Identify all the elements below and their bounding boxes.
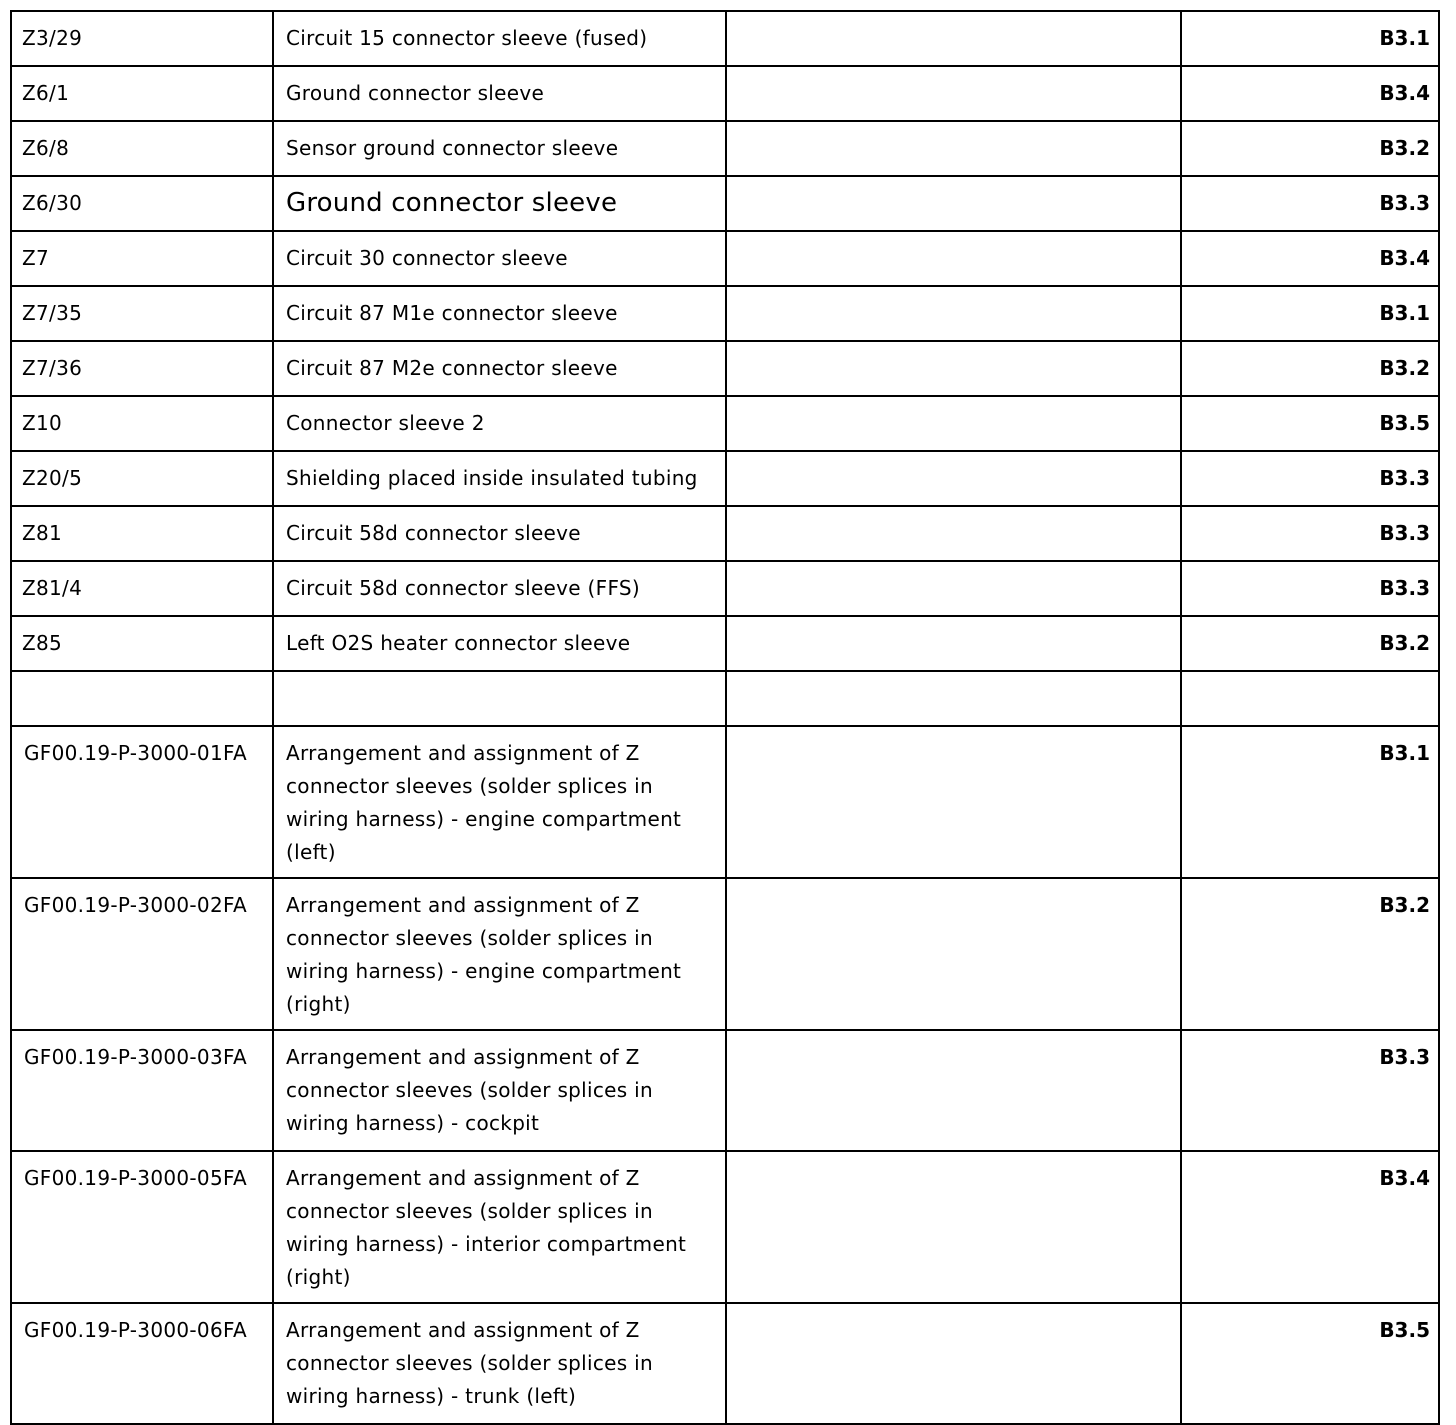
description-cell: Ground connector sleeve xyxy=(273,66,726,121)
description-cell: Arrangement and assignment of Z connector sleeves (solder splices in wiring harness) - engine compartment (right) xyxy=(273,878,726,1030)
empty-cell xyxy=(726,176,1181,231)
reference-cell: B3.2 xyxy=(1181,616,1439,671)
code-cell: Z81/4 xyxy=(11,561,273,616)
description-cell: Arrangement and assignment of Z connector sleeves (solder splices in wiring harness) - interior compartment (right) xyxy=(273,1151,726,1303)
description-cell: Sensor ground connector sleeve xyxy=(273,121,726,176)
table-row xyxy=(11,121,1439,176)
table-row xyxy=(11,1151,1439,1303)
reference-cell: B3.2 xyxy=(1181,121,1439,176)
reference-cell: B3.1 xyxy=(1181,286,1439,341)
code-cell: GF00.19-P-3000-03FA xyxy=(11,1030,273,1151)
code-cell: GF00.19-P-3000-01FA xyxy=(11,726,273,878)
description-cell: Left O2S heater connector sleeve xyxy=(273,616,726,671)
table-row xyxy=(11,451,1439,506)
empty-cell xyxy=(726,121,1181,176)
description-cell: Circuit 15 connector sleeve (fused) xyxy=(273,11,726,66)
reference-cell: B3.3 xyxy=(1181,1030,1439,1151)
reference-cell: B3.4 xyxy=(1181,1151,1439,1303)
description-cell: Shielding placed inside insulated tubing xyxy=(273,451,726,506)
description-cell: Circuit 58d connector sleeve xyxy=(273,506,726,561)
code-cell: Z7/36 xyxy=(11,341,273,396)
reference-cell: B3.3 xyxy=(1181,451,1439,506)
empty-cell xyxy=(726,341,1181,396)
description-cell: Arrangement and assignment of Z connector sleeves (solder splices in wiring harness) - engine compartment (left) xyxy=(273,726,726,878)
table-row xyxy=(11,1303,1439,1424)
table-row xyxy=(11,506,1439,561)
empty-cell xyxy=(726,1151,1181,1303)
description-cell: Ground connector sleeve xyxy=(273,176,726,231)
code-cell: GF00.19-P-3000-06FA xyxy=(11,1303,273,1424)
empty-cell xyxy=(726,11,1181,66)
table-row-empty xyxy=(11,671,1439,726)
table-row xyxy=(11,176,1439,231)
table-row xyxy=(11,878,1439,1030)
table-row xyxy=(11,286,1439,341)
code-cell: Z7/35 xyxy=(11,286,273,341)
empty-cell xyxy=(726,286,1181,341)
code-cell: Z7 xyxy=(11,231,273,286)
description-cell: Circuit 87 M2e connector sleeve xyxy=(273,341,726,396)
code-cell: GF00.19-P-3000-02FA xyxy=(11,878,273,1030)
description-cell xyxy=(273,671,726,726)
description-cell: Arrangement and assignment of Z connector sleeves (solder splices in wiring harness) - cockpit xyxy=(273,1030,726,1151)
empty-cell xyxy=(726,561,1181,616)
empty-cell xyxy=(726,66,1181,121)
empty-cell xyxy=(726,1030,1181,1151)
connector-sleeve-table xyxy=(10,10,1440,1425)
description-cell: Arrangement and assignment of Z connector sleeves (solder splices in wiring harness) - trunk (left) xyxy=(273,1303,726,1424)
empty-cell xyxy=(726,726,1181,878)
connector-sleeve-table-container xyxy=(10,10,1438,1425)
reference-cell: B3.5 xyxy=(1181,1303,1439,1424)
table-row xyxy=(11,616,1439,671)
table-row xyxy=(11,561,1439,616)
description-cell: Connector sleeve 2 xyxy=(273,396,726,451)
empty-cell xyxy=(726,451,1181,506)
empty-cell xyxy=(726,231,1181,286)
reference-cell: B3.3 xyxy=(1181,176,1439,231)
code-cell: Z6/8 xyxy=(11,121,273,176)
empty-cell xyxy=(726,506,1181,561)
description-cell: Circuit 58d connector sleeve (FFS) xyxy=(273,561,726,616)
code-cell: Z3/29 xyxy=(11,11,273,66)
table-row xyxy=(11,396,1439,451)
table-row xyxy=(11,1030,1439,1151)
table-row xyxy=(11,231,1439,286)
code-cell: Z10 xyxy=(11,396,273,451)
table-row xyxy=(11,341,1439,396)
reference-cell: B3.1 xyxy=(1181,726,1439,878)
description-cell: Circuit 30 connector sleeve xyxy=(273,231,726,286)
code-cell xyxy=(11,671,273,726)
empty-cell xyxy=(726,671,1181,726)
table-row xyxy=(11,11,1439,66)
code-cell: GF00.19-P-3000-05FA xyxy=(11,1151,273,1303)
reference-cell: B3.2 xyxy=(1181,878,1439,1030)
reference-cell: B3.3 xyxy=(1181,561,1439,616)
empty-cell xyxy=(726,616,1181,671)
empty-cell xyxy=(726,1303,1181,1424)
code-cell: Z6/1 xyxy=(11,66,273,121)
reference-cell: B3.4 xyxy=(1181,66,1439,121)
reference-cell: B3.1 xyxy=(1181,11,1439,66)
reference-cell: B3.4 xyxy=(1181,231,1439,286)
reference-cell xyxy=(1181,671,1439,726)
table-row xyxy=(11,726,1439,878)
empty-cell xyxy=(726,396,1181,451)
reference-cell: B3.3 xyxy=(1181,506,1439,561)
reference-cell: B3.2 xyxy=(1181,341,1439,396)
empty-cell xyxy=(726,878,1181,1030)
code-cell: Z20/5 xyxy=(11,451,273,506)
description-cell: Circuit 87 M1e connector sleeve xyxy=(273,286,726,341)
code-cell: Z81 xyxy=(11,506,273,561)
table-row xyxy=(11,66,1439,121)
reference-cell: B3.5 xyxy=(1181,396,1439,451)
code-cell: Z6/30 xyxy=(11,176,273,231)
code-cell: Z85 xyxy=(11,616,273,671)
